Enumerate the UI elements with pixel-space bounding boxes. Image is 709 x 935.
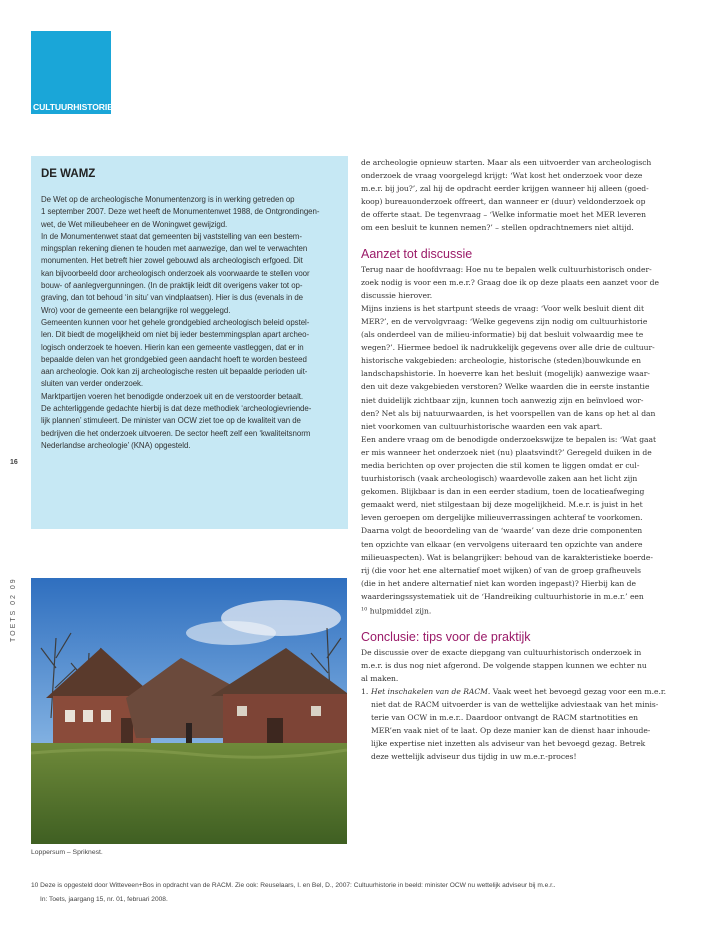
- body-line: niet dat de RACM uitvoerder is van de wettelijke adviestaak van het minis-: [371, 700, 659, 709]
- body-line-text: Vaak weet het bevoegd gezag voor een m.e.r.: [490, 686, 667, 696]
- box-line: lijk plannen’ stimuleert. De minister van OCW ziet toe op de kwaliteit van de: [41, 416, 301, 426]
- box-line: len. Dit biedt de mogelijkheid om niet bij ieder bestemmingsplan apart archeo-: [41, 330, 310, 340]
- list-item-number: 1.: [361, 686, 369, 696]
- body-line: MER?’, en de vervolgvraag: ‘Welke gegevens zijn nodig om cultuurhistorie: [361, 316, 648, 326]
- section-heading-conclusie: Conclusie: tips voor de praktijk: [361, 629, 531, 644]
- section-tag: CULTUURHISTORIE: [33, 102, 113, 112]
- body-line: ten opzichte van elkaar (en vervolgens uiteraard ten opzichte van andere: [361, 539, 643, 549]
- body-line: gekomen. Blijkbaar is dan in een eerder stadium, toen de locatieafweging: [361, 487, 645, 497]
- list-item: [361, 685, 677, 764]
- body-line: milieuaspecten). Wat is belangrijker: behoud van de karakteristieke boerde-: [361, 552, 653, 562]
- body-line: Mijns inziens is het startpunt steeds de vraag: ‘Voor welk besluit dient dit: [361, 303, 644, 313]
- body-line: al maken.: [361, 673, 399, 683]
- sidebar-box-wamz: [31, 156, 348, 529]
- body-line: den? Net als bij natuurwaarden, is het voorspellen van de kans op het al dan: [361, 408, 656, 418]
- box-line: kan bijvoorbeeld door archeologisch onderzoek als voorwaarde te stellen voor: [41, 268, 310, 278]
- article-body: [361, 156, 677, 763]
- body-line: rij (die voor het ene alternatief moet wijken) of van de groep grafheuvels: [361, 565, 641, 575]
- body-line: om een besluit te kunnen nemen?’ – stellen opdrachtnemers niet altijd.: [361, 223, 634, 233]
- body-line: de archeologie opnieuw starten. Maar als een uitvoerder van archeologisch: [361, 158, 652, 167]
- body-line: gemaakt werd, niet stilgestaan bij deze mogelijkheid. M.e.r. is juist in het: [361, 500, 643, 510]
- list-item-lead: Het inschakelen van de RACM.: [371, 686, 491, 696]
- body-line: Terug naar de hoofdvraag: Hoe nu te bepalen welk cultuurhistorisch onder-: [361, 264, 652, 274]
- box-line: Marktpartijen voeren het benodigde onderzoek uit en de verstoorder betaalt.: [41, 391, 304, 401]
- footnote-ref-number: 10: [361, 606, 368, 612]
- box-line: In de Monumentenwet staat dat gemeenten bij vaststelling van een bestem-: [41, 231, 302, 241]
- body-line: terie van OCW in m.e.r.. Daardoor ontvangt de RACM startnotities en: [371, 713, 638, 723]
- body-line: [371, 685, 677, 698]
- body-line: leven geroepen om dergelijke milieuverrassingen achteraf te voorkomen.: [361, 513, 643, 523]
- body-line: Daarna volgt de beoordeling van de ‘waarde’ van deze drie componenten: [361, 526, 643, 536]
- section-tag-block: [31, 31, 111, 114]
- body-line: landschapshistorie. In hoeverre kan het besluit (mogelijk) aanwezige waar-: [361, 369, 650, 379]
- box-line: aan archeologie. Ook kan zij archeologische resten uit bepaalde perioden uit-: [41, 367, 308, 377]
- box-line: logisch onderzoek te hoeven. Hierin kan een gemeente vastleggen, dat er in: [41, 342, 304, 352]
- body-line: m.e.r. is dus nog niet afgerond. De volgende stappen kunnen we echter nu: [361, 660, 647, 670]
- body-line: niet voorkomen van cultuurhistorische waarden een vak apart.: [361, 421, 603, 431]
- box-line: bepaalde delen van het grondgebied geen aandacht hoeft te worden besteed: [41, 354, 307, 364]
- body-line: tuurhistorisch (vaak archeologisch) waardevolle zaken aan het licht zijn: [361, 474, 638, 484]
- sidebar-box-text: [41, 194, 338, 452]
- body-line-text: waarderingssystematiek uit de ‘Handreiking cultuurhistorie in m.e.r.’ een: [361, 591, 644, 601]
- body-line: niet duidelijk zichtbaar zijn, kunnen toch aanwezig zijn en beïnvloed wor-: [361, 395, 644, 405]
- body-line: De discussie over de exacte diepgang van cultuurhistorisch onderzoek in: [361, 647, 642, 657]
- box-line: Wro) voor de gemeente een belangrijke rol weggelegd.: [41, 305, 231, 315]
- footnote-line: In: Toets, jaargang 15, nr. 01, februari 2008.: [40, 896, 168, 903]
- page-number: 16: [10, 459, 18, 466]
- box-line: De Wet op de archeologische Monumentenzorg is in werking getreden op: [41, 195, 295, 204]
- photo-caption: Loppersum – Spriknest.: [31, 849, 103, 856]
- body-line: Een andere vraag om de benodigde onderzoekswijze te bepalen is: ‘Wat gaat: [361, 434, 657, 444]
- body-line: den uit deze vakgebieden verstoren? Welke waarden die in eerste instantie: [361, 382, 650, 392]
- body-line: discussie hierover.: [361, 290, 433, 300]
- body-line-text: hulpmiddel zijn.: [369, 606, 432, 616]
- farmhouse-photo: [31, 578, 347, 844]
- footnote-ref: [361, 607, 367, 616]
- box-line: sluiten van verder onderzoek.: [41, 379, 144, 389]
- box-line: De achterliggende gedachte hierbij is dat deze methodiek ‘archeologievriende-: [41, 404, 312, 414]
- section-heading-discussie: Aanzet tot discussie: [361, 246, 473, 261]
- body-line: historische vakgebieden: archeologie, historische (steden)bouwkunde en: [361, 356, 642, 366]
- body-line: de offerte staat. De tegenvraag – ‘Welke informatie moet het MER leveren: [361, 210, 646, 220]
- body-line: m.e.r. bij jou?’, zal hij de opdracht eerder krijgen wanneer hij alleen (goed-: [361, 184, 649, 194]
- box-line: mingsplan rekening dienen te houden met aanwezige, dan wel te verwachten: [41, 244, 308, 254]
- body-line: (als onderdeel van de milieu-informatie) bij dat besluit volwaardig mee te: [361, 330, 644, 340]
- body-line: [361, 603, 677, 618]
- body-line: onderzoek de vraag voorgelegd krijgt: ‘Wat kost het onderzoek voor deze: [361, 171, 643, 181]
- sidebar-box-title: DE WAMZ: [41, 168, 96, 180]
- box-line: 1 september 2007. Deze wet heeft de Monumentenwet 1988, de Ontgrondingen-: [41, 207, 320, 217]
- box-line: Nederlandse archeologie’ (KNA) opgesteld.: [41, 440, 191, 450]
- footnote-line: 10 Deze is opgesteld door Witteveen+Bos in opdracht van de RACM. Zie ook: Reuselaars, I. en Bel, D., 2007: Cultuurhistorie in beeld: minister OCW nu wettelijk adviseur bij m.e.r..: [31, 882, 556, 889]
- journal-id: TOETS 02 09: [10, 577, 17, 642]
- body-line: (die in het andere alternatief niet kan worden ingepast)? Hierbij kan de: [361, 578, 636, 588]
- body-line: lijke expertise niet inzetten als adviseur van het bevoegd gezag. Betrek: [371, 739, 646, 749]
- body-line: deze wettelijk adviseur dus tijdig in uw m.e.r.-proces!: [371, 752, 577, 762]
- box-line: monumenten. Het betreft hier zowel gebouwd als archeologisch erfgoed. Dit: [41, 256, 303, 266]
- body-line: [361, 590, 677, 603]
- body-line: er mis wanneer het onderzoek niet (nu) plaatsvindt?’ Geregeld duiken in de: [361, 447, 652, 457]
- box-line: bedrijven die het onderzoek uitvoeren. De sector heeft zelf een ‘kwaliteitsnorm: [41, 428, 311, 438]
- body-line: MER’en vaak niet of te laat. Op deze manier kan de dienst haar inhoude-: [371, 726, 651, 736]
- box-line: bouw- of aanlegvergunningen. (In de praktijk leidt dit overigens vaker tot op-: [41, 281, 303, 291]
- box-line: wet, de Wet milieubeheer en de Woningwet gewijzigd.: [41, 219, 228, 229]
- body-line: media berichten op over projecten die stil komen te liggen omdat er cul-: [361, 460, 640, 470]
- box-line: Gemeenten kunnen voor het gehele grondgebied archeologisch beleid opstel-: [41, 317, 310, 327]
- body-line: wegen?’. Hiermee bedoel ik nadrukkelijk gegevens over alle drie de cultuur-: [361, 343, 655, 353]
- box-line: graving, dan tot behoud ‘in situ’ van vindplaatsen). Hier is dus (evenals in de: [41, 293, 304, 303]
- list-item-body: [371, 685, 677, 764]
- body-line: zoek nodig is voor een m.e.r.? Graag doe ik op deze plaats een aanzet voor de: [361, 277, 659, 287]
- body-line: koop) bureauonderzoek offreert, dan wanneer er (duur) veldonderzoek op: [361, 197, 646, 207]
- footnote: [31, 879, 681, 907]
